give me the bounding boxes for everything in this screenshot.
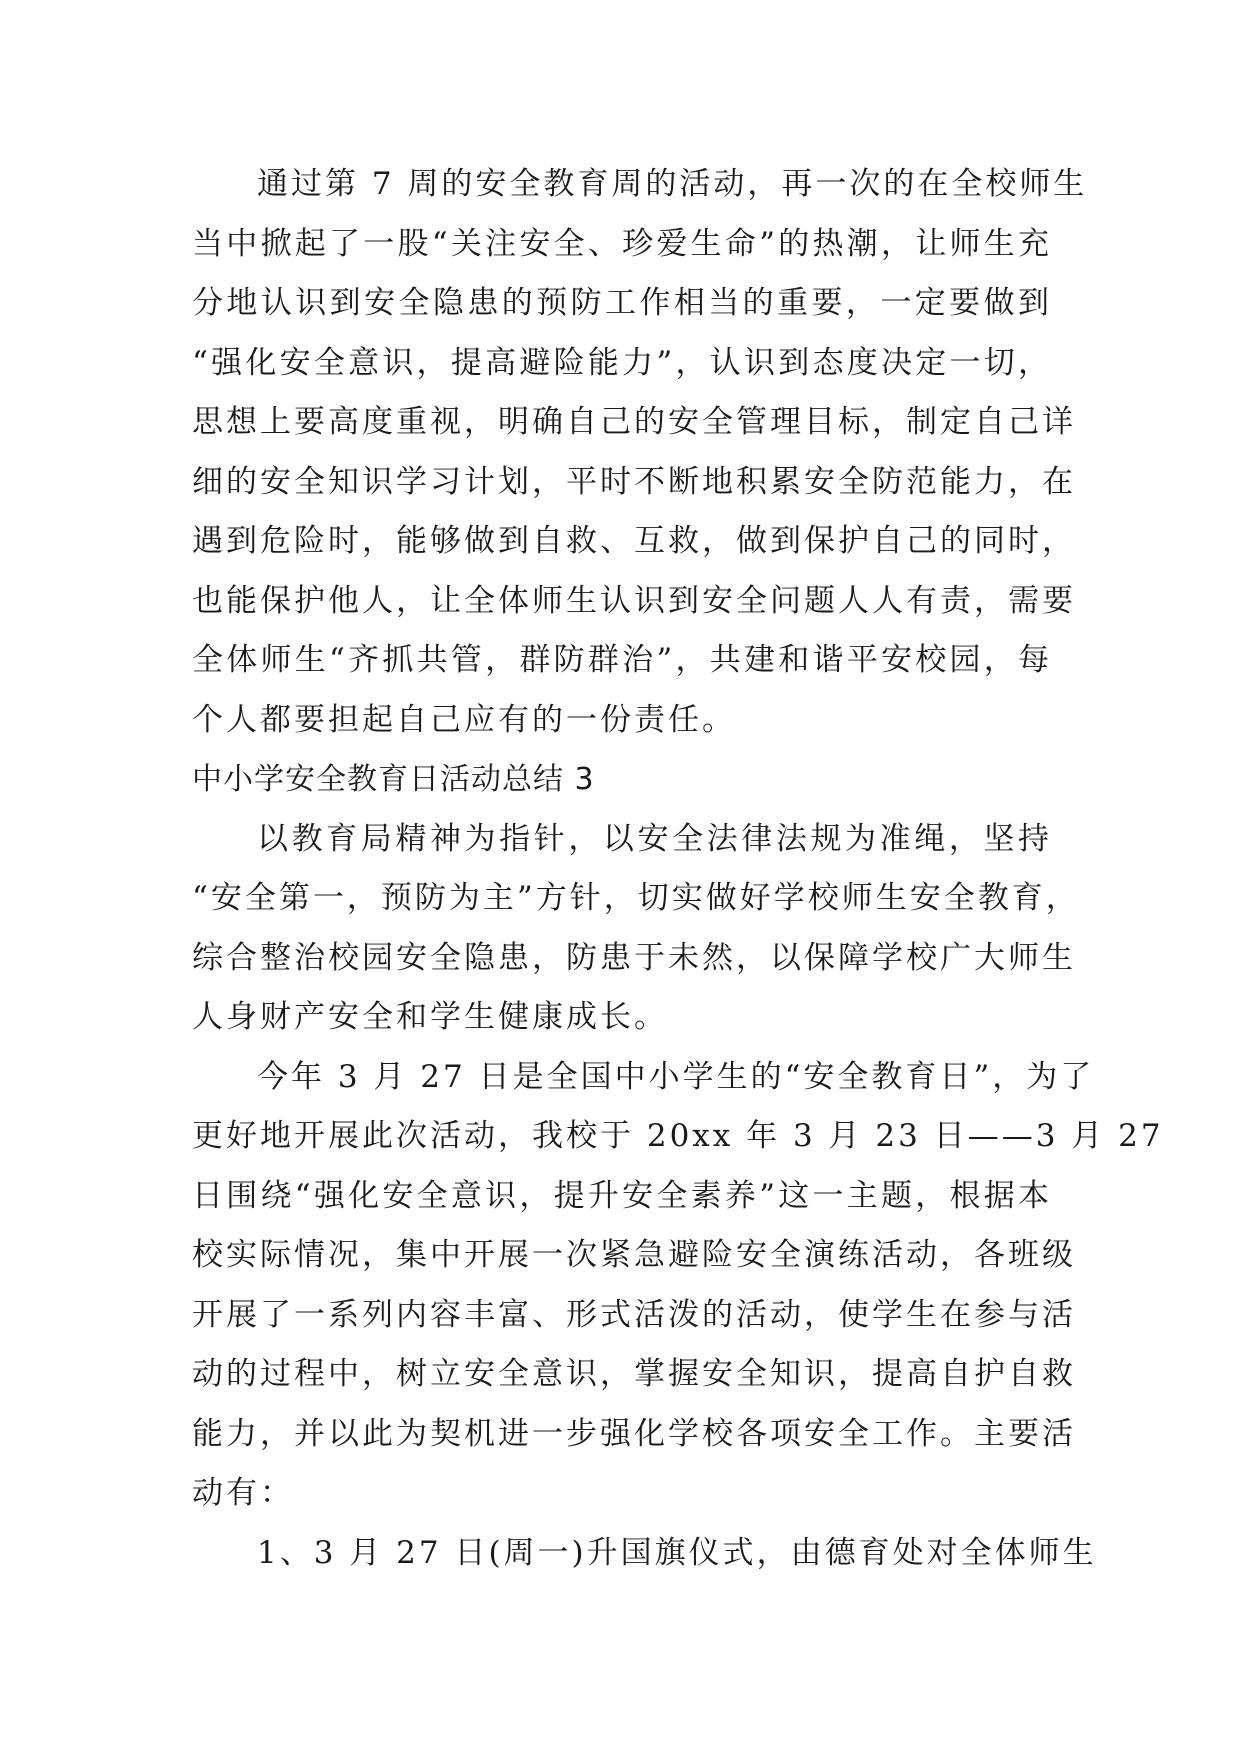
paragraph-line: 更好地开展此次活动，我校于 20xx 年 3 月 23 日——3 月 27 [192,1118,1164,1154]
paragraph-line: 人身财产安全和学生健康成长。 [192,999,668,1035]
paragraph-3 [192,1048,1164,1524]
paragraph-line: 能力，并以此为契机进一步强化学校各项安全工作。主要活 [192,1415,1076,1452]
paragraph-line: 动的过程中，树立安全意识，掌握安全知识，提高自护自救 [192,1356,1076,1392]
paragraph-line: 综合整治校园安全隐患，防患于未然，以保障学校广大师生 [192,939,1076,976]
section-heading: 中小学安全教育日活动总结 3 [192,762,595,797]
paragraph-line: 开展了一系列内容丰富、形式活泼的活动，使学生在参与活 [192,1296,1076,1333]
paragraph-line: “安全第一，预防为主”方针，切实做好学校师生安全教育， [192,880,1080,916]
paragraph-line: 思想上要高度重视，明确自己的安全管理目标，制定自己详 [192,404,1076,440]
paragraph-line: 全体师生“齐抓共管，群防群治”，共建和谐平安校园，每 [192,642,1052,678]
paragraph-2 [192,810,1080,1048]
paragraph-line: 动有： [192,1475,294,1511]
document-body [192,155,1164,1583]
paragraph-line: 也能保护他人，让全体师生认识到安全问题人人有责，需要 [192,582,1076,619]
paragraph-line: “强化安全意识，提高避险能力”，认识到态度决定一切， [192,344,1052,381]
paragraph-line: 细的安全知识学习计划，平时不断地积累安全防范能力，在 [192,463,1076,500]
paragraph-1 [192,155,1088,750]
paragraph-line: 遇到危险时，能够做到自救、互救，做到保护自己的同时， [192,523,1076,559]
paragraph-line: 以教育局精神为指针，以安全法律法规为准绳，坚持 [257,820,1052,857]
paragraph-line: 1、3 月 27 日(周一)升国旗仪式，由德育处对全体师生 [257,1534,1097,1571]
paragraph-line: 通过第 7 周的安全教育周的活动，再一次的在全校师生 [257,166,1088,202]
paragraph-line: 分地认识到安全隐患的预防工作相当的重要，一定要做到 [192,285,1052,321]
paragraph-line: 校实际情况，集中开展一次紧急避险安全演练活动，各班级 [192,1237,1076,1273]
paragraph-4 [192,1524,1097,1584]
paragraph-line: 今年 3 月 27 日是全国中小学生的“安全教育日”，为了 [257,1058,1095,1095]
paragraph-line: 当中掀起了一股“关注安全、珍爱生命”的热潮，让师生充 [192,225,1052,262]
paragraph-line: 个人都要担起自己应有的一份责任。 [192,701,736,738]
paragraph-line: 日围绕“强化安全意识，提升安全素养”这一主题，根据本 [192,1177,1052,1214]
